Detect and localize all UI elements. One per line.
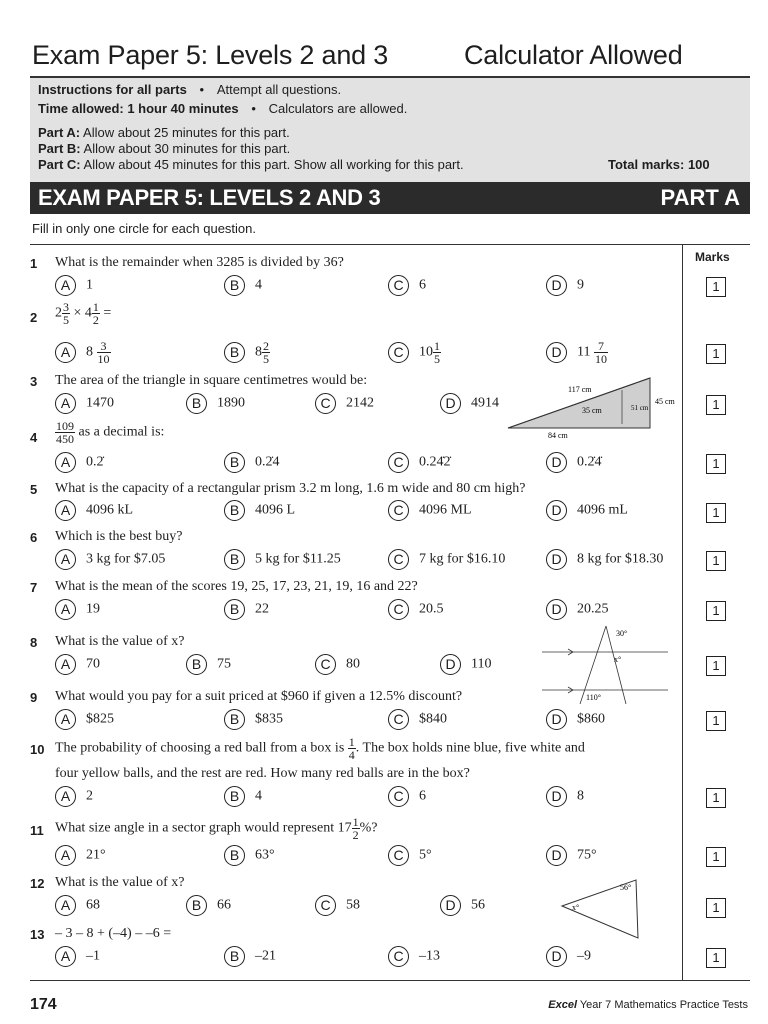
question-text [55,736,585,761]
option-value: 58 [346,897,360,913]
option-c[interactable] [388,340,441,365]
answer-circle[interactable]: D [546,599,567,620]
numerator: 2 [263,339,269,353]
question-text-start: The probability of choosing a red ball from a box is [55,740,345,756]
answer-circle[interactable]: D [546,275,567,296]
numerator: 3 [63,300,69,314]
denominator: 10 [594,352,607,366]
option-value: 4096 ML [419,502,472,518]
option-value: 21° [86,847,106,863]
answer-circle[interactable]: D [546,946,567,967]
option-value: 56 [471,897,485,913]
option-value: 9 [577,277,584,293]
denominator: 2 [92,313,99,327]
option-a[interactable] [55,895,100,916]
answer-circle[interactable]: A [55,845,76,866]
option-a[interactable] [55,599,100,620]
option-c[interactable] [315,895,360,916]
answer-circle[interactable]: A [55,599,76,620]
option-d[interactable] [546,500,628,521]
answer-circle[interactable]: D [440,654,461,675]
question-number: 5 [30,482,38,497]
answer-circle[interactable]: C [388,786,409,807]
question-number: 10 [30,742,45,757]
question-number: 1 [30,256,38,271]
option-b[interactable] [186,895,231,916]
fraction [92,301,100,326]
divider-bottom [30,980,750,981]
fraction [348,736,356,761]
question-number: 4 [30,430,38,445]
question-number: 13 [30,927,45,942]
question-text-end: %? [359,820,378,836]
option-value: 5° [419,847,432,863]
angle-label-30: 30° [616,629,628,638]
answer-circle[interactable]: B [186,654,207,675]
fraction [55,420,75,445]
answer-circle[interactable]: C [388,452,409,473]
answer-circle[interactable]: D [546,549,567,570]
answer-circle[interactable]: B [224,786,245,807]
option-d[interactable] [440,895,485,916]
option-value: –1 [86,948,100,964]
option-value: 4 [255,277,262,293]
answer-circle[interactable]: C [388,500,409,521]
answer-circle[interactable]: D [546,709,567,730]
calculator-text: Calculators are allowed. [268,101,408,116]
brand-name: Excel [548,999,577,1011]
fraction [62,301,70,326]
numerator: 109 [56,419,74,433]
option-value: 0.24̇2̇ [419,454,451,470]
answer-circle[interactable]: B [224,500,245,521]
question-text-start: What size angle in a sector graph would represent 17 [55,820,352,836]
option-c[interactable] [315,393,374,414]
denominator: 5 [434,352,440,366]
option-b[interactable] [224,549,341,570]
question-text [55,816,378,841]
fraction [262,340,270,365]
question-text [55,301,111,326]
answer-circle[interactable]: A [55,895,76,916]
option-value: 1470 [86,395,114,411]
instructions-row-2: Time allowed: 1 hour 40 minutes • Calculators are allowed. [38,101,408,116]
mixed-whole: 10 [419,344,433,360]
kite-triangle-figure [558,876,643,942]
option-value: –13 [419,948,440,964]
question-text [55,420,164,445]
answer-circle[interactable]: B [224,946,245,967]
title-right: Calculator Allowed [464,40,683,70]
answer-circle[interactable]: A [55,549,76,570]
option-value: 66 [217,897,231,913]
answer-circle[interactable]: C [388,342,409,363]
title-left: Exam Paper 5: Levels 2 and 3 [32,40,389,70]
fig-label-hyp: 35 cm [582,406,602,415]
fraction [97,340,111,365]
part-c-text: Allow about 45 minutes for this part. Show all working for this part. [83,157,464,172]
fraction [352,816,360,841]
option-d[interactable] [440,654,491,675]
answer-circle[interactable]: B [224,599,245,620]
angle-label-x: x° [614,655,622,664]
numerator: 3 [97,340,111,353]
answer-circle[interactable]: B [224,845,245,866]
option-value: 1 [86,277,93,293]
fig-label-base: 84 cm [548,431,568,440]
equals-sign: = [103,305,112,321]
mark-box: 1 [706,454,726,474]
fraction [594,340,608,365]
book-title: Year 7 Mathematics Practice Tests [579,999,748,1011]
numerator: 1 [92,300,99,314]
option-c[interactable] [388,275,426,296]
answer-circle[interactable]: C [315,393,336,414]
option-value: 20.5 [419,601,444,617]
option-value: 75 [217,656,231,672]
option-a[interactable] [55,946,100,967]
answer-circle[interactable]: C [388,275,409,296]
answer-circle[interactable]: A [55,275,76,296]
option-value: –9 [577,948,591,964]
question-text-tail: as a decimal is: [78,424,165,440]
option-value: 7 kg for $16.10 [419,551,506,567]
mixed-whole: 11 [577,344,591,360]
denominator: 450 [56,432,74,446]
option-value: 6 [419,277,426,293]
option-value: $835 [255,711,283,727]
question-text: What is the value of x? [55,634,185,649]
option-value: 1890 [217,395,245,411]
option-value: 4096 L [255,502,296,518]
angle-label-110: 110° [586,693,601,702]
fig-label-alt: 51 cm [631,404,649,412]
option-d[interactable] [546,786,584,807]
triangle-figure [500,376,685,444]
option-b[interactable] [186,654,231,675]
page-number: 174 [30,996,57,1013]
option-value: 0.2̇ [86,454,104,470]
option-a[interactable] [55,275,93,296]
mark-box: 1 [706,344,726,364]
option-value: 75° [577,847,597,863]
answer-circle[interactable]: A [55,393,76,414]
question-number: 8 [30,635,38,650]
divider-top [30,244,750,245]
time-label: Time allowed: 1 hour 40 minutes [38,101,239,116]
answer-circle[interactable]: D [546,342,567,363]
mark-box: 1 [706,788,726,808]
option-value: 19 [86,601,100,617]
option-a[interactable] [55,393,114,414]
question-number: 11 [30,823,44,838]
answer-circle[interactable]: B [224,275,245,296]
option-d[interactable] [546,549,663,570]
numerator: 1 [348,735,355,749]
part-a-text: Allow about 25 minutes for this part. [83,125,290,140]
answer-circle[interactable]: C [388,946,409,967]
option-a[interactable] [55,845,106,866]
option-c[interactable] [388,549,505,570]
answer-circle[interactable]: D [546,786,567,807]
option-b[interactable] [224,275,262,296]
answer-circle[interactable]: B [224,709,245,730]
option-value: 68 [86,897,100,913]
option-d[interactable] [546,599,609,620]
answer-circle[interactable]: B [224,549,245,570]
part-b-label: Part B: [38,141,81,156]
option-b[interactable] [224,946,276,967]
section-banner [30,182,750,214]
answer-circle[interactable]: D [546,500,567,521]
answer-circle[interactable]: B [186,393,207,414]
part-a-row [38,125,290,140]
denominator: 10 [97,352,110,366]
option-value: $825 [86,711,114,727]
part-b-row [38,141,290,156]
option-a[interactable] [55,500,133,521]
option-value: 3 kg for $7.05 [86,551,166,567]
question-text: The area of the triangle in square centimetres would be: [55,373,368,388]
answer-circle[interactable]: D [546,845,567,866]
option-b[interactable] [224,340,270,365]
marks-column-divider [682,244,683,980]
answer-circle[interactable]: D [546,452,567,473]
instructions-text: Attempt all questions. [216,82,342,97]
fill-instruction: Fill in only one circle for each question. [32,221,257,236]
answer-circle[interactable]: D [440,895,461,916]
answer-circle[interactable]: C [388,549,409,570]
answer-circle[interactable]: A [55,709,76,730]
answer-circle[interactable]: C [315,895,336,916]
parallel-lines-figure [538,624,673,706]
option-a[interactable] [55,549,165,570]
banner-part: PART A [660,185,740,210]
question-number: 12 [30,876,45,891]
option-value: 8 [577,788,584,804]
option-c[interactable] [388,452,451,473]
option-value: 22 [255,601,269,617]
option-a[interactable] [55,786,93,807]
mark-box: 1 [706,711,726,731]
total-marks: Total marks: 100 [608,157,710,172]
marks-header: Marks [695,250,730,264]
question-text: What would you pay for a suit priced at $960 if given a 12.5% discount? [55,689,463,704]
option-value: 4096 kL [86,502,134,518]
instructions-label: Instructions for all parts [38,82,187,97]
option-c[interactable] [388,786,426,807]
option-b[interactable] [224,500,295,521]
option-value: $860 [577,711,605,727]
option-value: 110 [471,656,492,672]
option-b[interactable] [224,786,262,807]
option-a[interactable] [55,654,100,675]
denominator: 4 [348,748,355,762]
part-a-label: Part A: [38,125,81,140]
option-b[interactable] [224,452,280,473]
mixed-whole: 8 [86,344,93,360]
option-c[interactable] [388,709,447,730]
answer-circle[interactable]: C [388,709,409,730]
mark-box: 1 [706,277,726,297]
option-b[interactable] [224,599,269,620]
question-text: – 3 – 8 + (–4) – –6 = [55,926,172,941]
option-value: 6 [419,788,426,804]
question-text: What is the value of x? [55,875,185,890]
mark-box: 1 [706,601,726,621]
mark-box: 1 [706,551,726,571]
part-c-label: Part C: [38,157,81,172]
option-d[interactable] [440,393,499,414]
option-c[interactable] [388,500,472,521]
answer-circle[interactable]: B [224,342,245,363]
instructions-row-1: Instructions for all parts • Attempt all questions. [38,82,342,97]
mixed-whole: 8 [255,344,262,360]
angle-label-56: 56° [620,883,632,892]
answer-circle[interactable]: B [186,895,207,916]
question-number: 7 [30,580,38,595]
question-number: 9 [30,690,38,705]
option-value: 4 [255,788,262,804]
question-text: What is the capacity of a rectangular prism 3.2 m long, 1.6 m wide and 80 cm high? [55,481,526,496]
part-b-text: Allow about 30 minutes for this part. [83,141,291,156]
question-number: 2 [30,310,38,325]
option-d[interactable] [546,845,597,866]
mark-box: 1 [706,898,726,918]
answer-circle[interactable]: A [55,946,76,967]
denominator: 5 [63,313,69,327]
option-c[interactable] [388,599,444,620]
option-value: 80 [346,656,360,672]
banner-title: EXAM PAPER 5: LEVELS 2 AND 3 [38,185,381,210]
question-text: What is the mean of the scores 19, 25, 17, 23, 21, 19, 16 and 22? [55,579,418,594]
answer-circle[interactable]: A [55,654,76,675]
question-number: 3 [30,374,38,389]
answer-circle[interactable]: A [55,786,76,807]
option-value: 4914 [471,395,499,411]
option-value: 2 [86,788,93,804]
mixed-whole: 2 [55,305,62,321]
fraction [433,340,441,365]
option-d[interactable] [546,340,608,365]
answer-circle[interactable]: B [224,452,245,473]
answer-circle[interactable]: C [388,599,409,620]
question-number: 6 [30,530,38,545]
option-value: 0.2̇4 [255,454,280,470]
option-c[interactable] [388,946,440,967]
fig-label-top: 117 cm [568,385,592,394]
question-text-line2: four yellow balls, and the rest are red. How many red balls are in the box? [55,766,470,781]
option-a[interactable] [55,709,114,730]
answer-circle[interactable]: C [388,845,409,866]
option-value: 2142 [346,395,374,411]
option-b[interactable] [224,709,283,730]
option-d[interactable] [546,709,605,730]
part-c-row [38,157,464,172]
question-text: Which is the best buy? [55,529,183,544]
numerator: 7 [594,340,608,353]
question-text-end: . The box holds nine blue, five white and [355,740,585,756]
denominator: 2 [352,828,359,842]
answer-circle[interactable]: A [55,500,76,521]
mark-box: 1 [706,503,726,523]
option-c[interactable] [388,845,432,866]
option-value: 70 [86,656,100,672]
page-title [32,40,683,71]
mark-box: 1 [706,395,726,415]
option-value: 20.25 [577,601,609,617]
option-value: 63° [255,847,275,863]
fig-label-side: 45 cm [655,397,675,406]
answer-circle[interactable]: D [440,393,461,414]
mark-box: 1 [706,656,726,676]
option-a[interactable] [55,452,104,473]
denominator: 5 [263,352,269,366]
option-c[interactable] [315,654,360,675]
option-b[interactable] [186,393,245,414]
answer-circle[interactable]: A [55,452,76,473]
mark-box: 1 [706,948,726,968]
answer-circle[interactable]: A [55,342,76,363]
option-b[interactable] [224,845,275,866]
option-d[interactable] [546,452,602,473]
instructions-box [30,76,750,182]
option-d[interactable] [546,946,591,967]
option-value: 8 kg for $18.30 [577,551,664,567]
numerator: 1 [434,339,440,353]
option-value: 5 kg for $11.25 [255,551,341,567]
footer-title [548,999,748,1011]
mark-box: 1 [706,847,726,867]
answer-circle[interactable]: C [315,654,336,675]
option-value: 4096 mL [577,502,628,518]
option-value: $840 [419,711,447,727]
option-value: 0.2̇4̇ [577,454,602,470]
angle-label-x: x° [572,903,580,912]
question-text: What is the remainder when 3285 is divided by 36? [55,255,344,270]
option-a[interactable] [55,340,111,365]
operator-text: × 4 [73,305,92,321]
option-value: –21 [255,948,276,964]
numerator: 1 [352,815,359,829]
option-d[interactable] [546,275,584,296]
